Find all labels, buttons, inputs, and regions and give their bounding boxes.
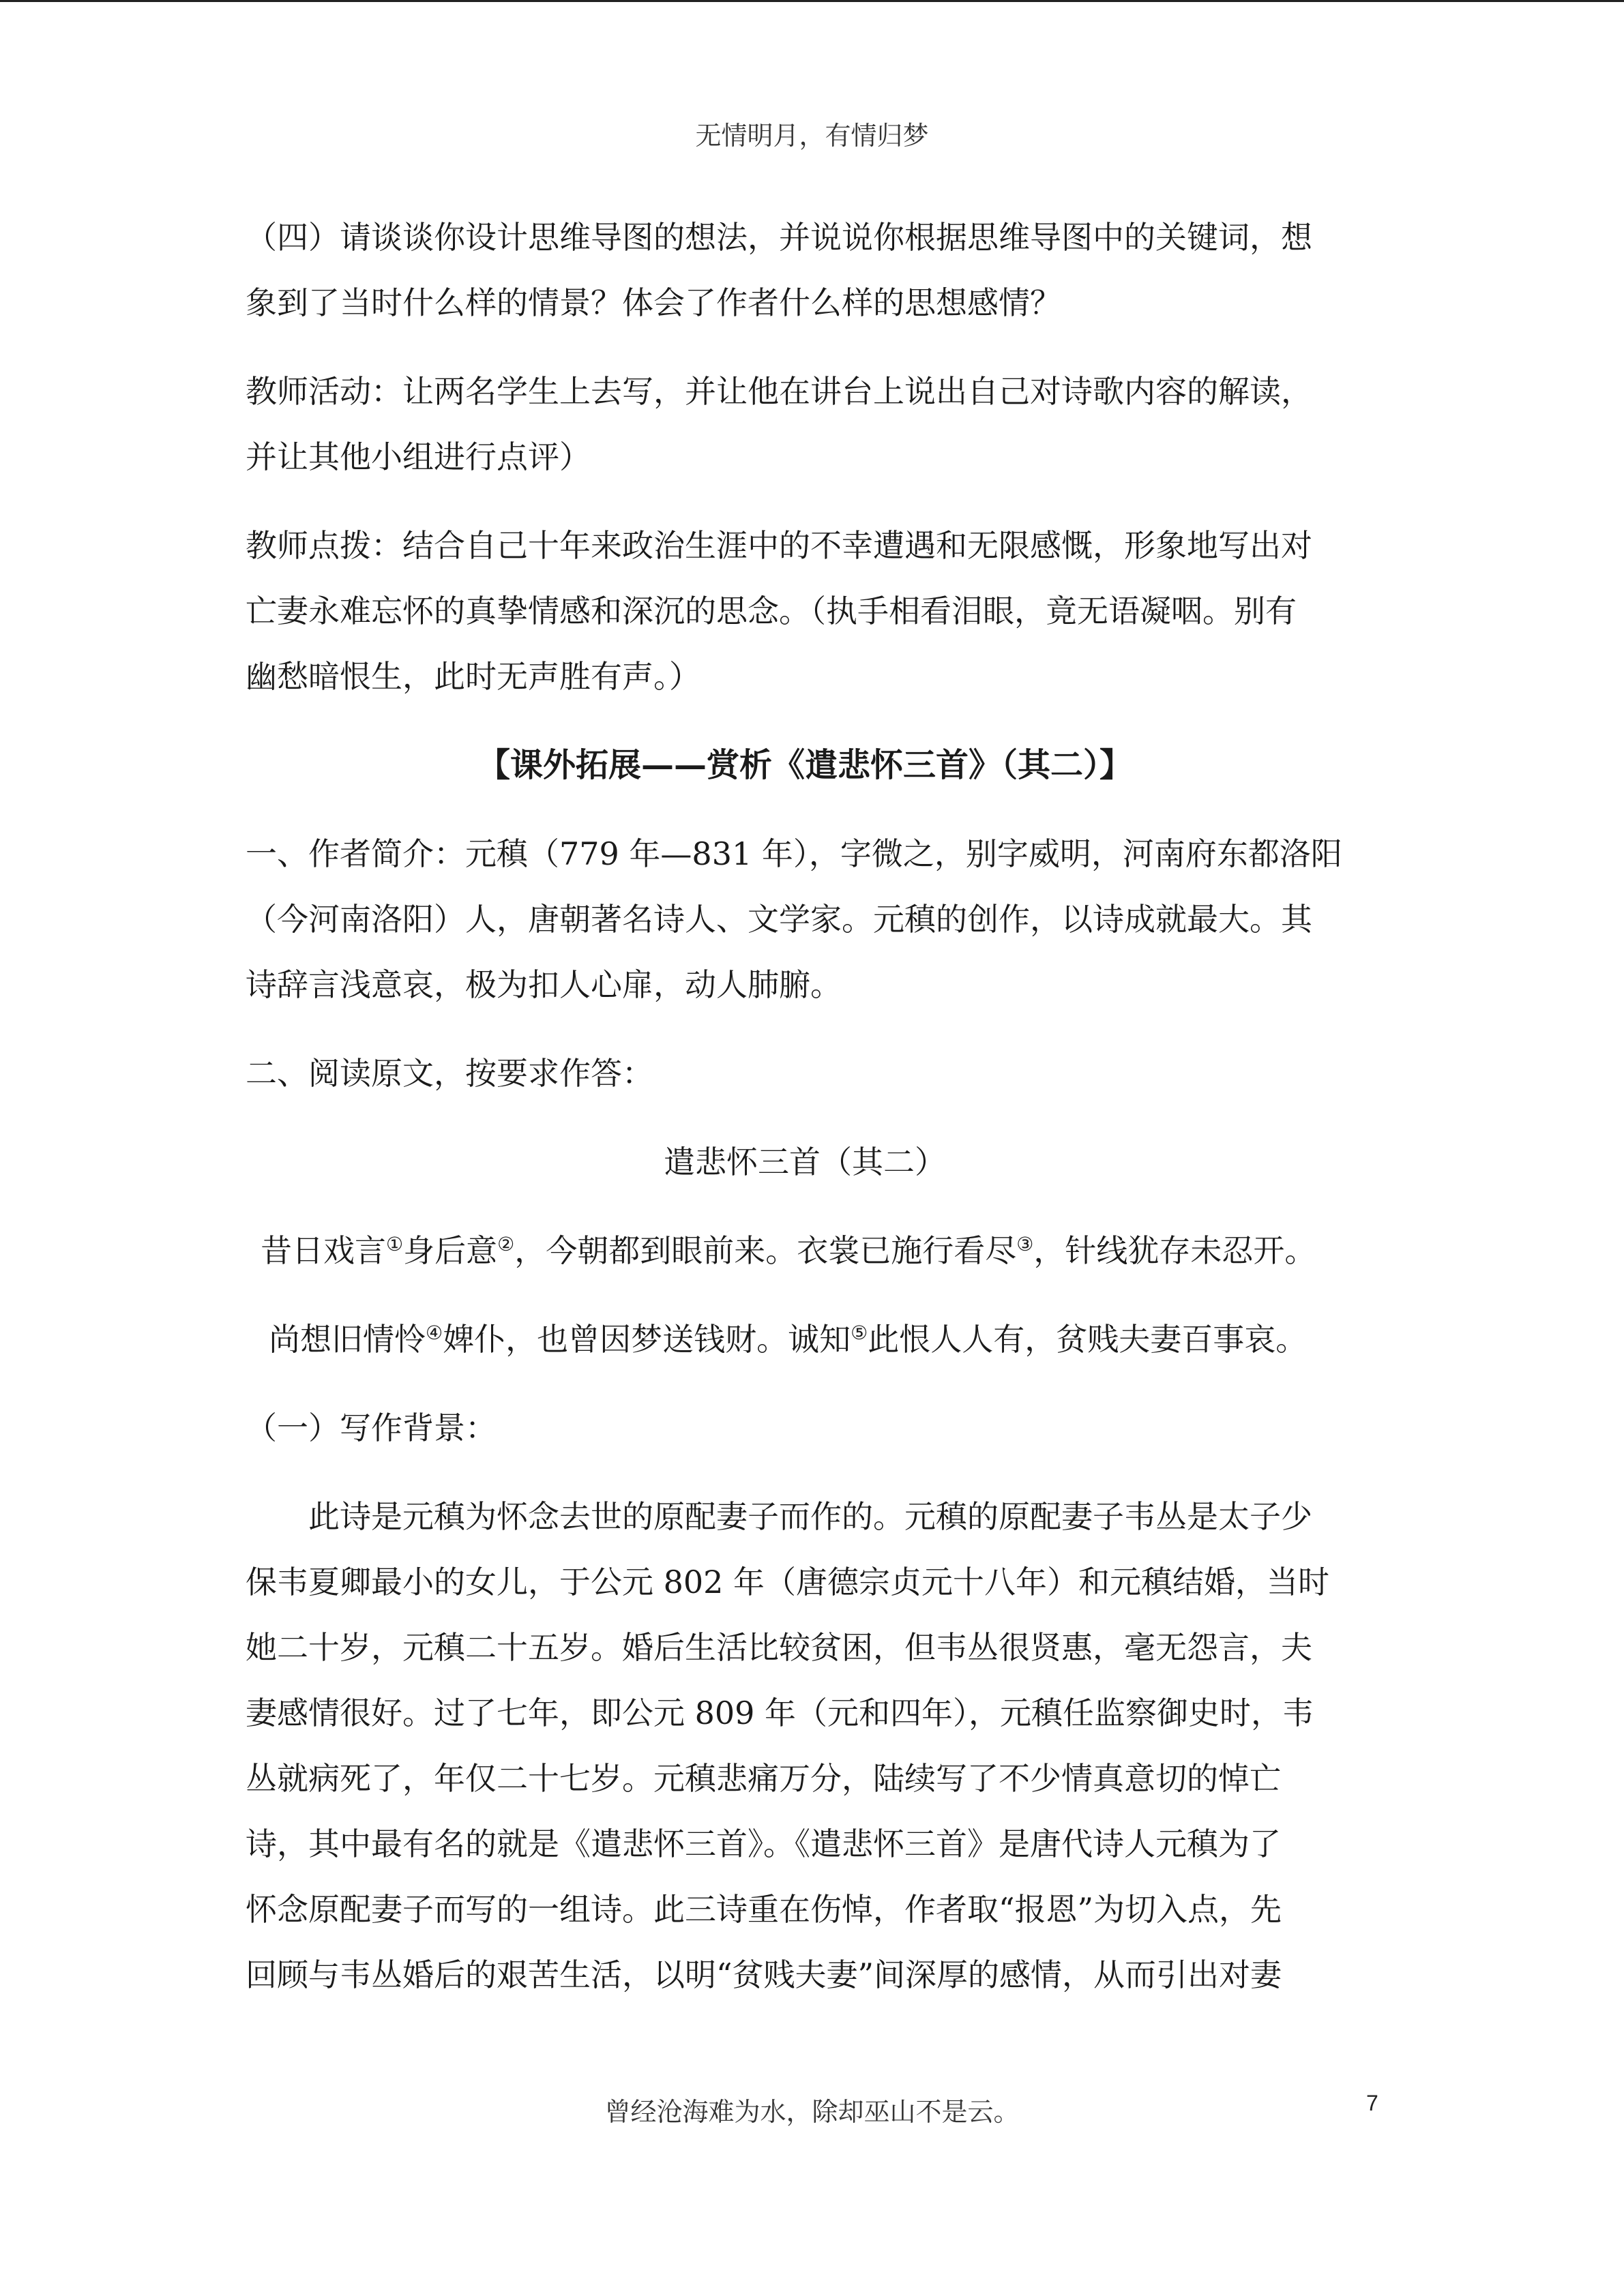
paragraph-line: 怀念原配妻子而写的一组诗。此三诗重在伤悼，作者取“报恩”为切入点，先 — [246, 1891, 1282, 1928]
paragraph-line: 一、作者简介：元稹（779 年—831 年），字微之，别字威明，河南府东都洛阳 — [246, 835, 1342, 872]
teacher-guide-paragraph — [246, 513, 1364, 709]
paragraph-line: 教师点拨：结合自己十年来政治生涯中的不幸遭遇和无限感慨，形象地写出对 — [246, 527, 1312, 564]
paragraph-line: 象到了当时什么样的情景？体会了作者什么样的思想感情？ — [246, 284, 1061, 321]
question-4-paragraph — [246, 205, 1364, 336]
background-heading: （一）写作背景： — [246, 1410, 497, 1446]
paragraph-line: 并让其他小组进行点评） — [246, 438, 591, 475]
paragraph-line: 诗，其中最有名的就是《遣悲怀三首》。《遣悲怀三首》是唐代诗人元稹为了 — [246, 1825, 1281, 1862]
background-paragraph — [246, 1484, 1364, 2008]
footnote-marker: ④ — [426, 1322, 443, 1344]
footnote-marker: ⑤ — [851, 1322, 868, 1344]
page-header: 无情明月，有情归梦 — [695, 121, 929, 151]
footnote-marker: ① — [386, 1233, 404, 1255]
poem-text: 婢仆，也曾因梦送钱财。诚知 — [443, 1321, 851, 1358]
paragraph-line: 诗辞言浅意哀，极为扣人心扉，动人肺腑。 — [246, 966, 842, 1003]
footnote-marker: ② — [497, 1233, 515, 1255]
poem-text: ，今朝都到眼前来。衣裳已施行看尽 — [514, 1232, 1017, 1269]
poem-line-2 — [269, 1307, 1364, 1372]
poem-text: ，针线犹存未忍开。 — [1033, 1232, 1316, 1269]
paragraph-line: 教师活动：让两名学生上去写，并让他在讲台上说出自己对诗歌内容的解读， — [246, 373, 1312, 410]
paragraph-line: 回顾与韦丛婚后的艰苦生活，以明“贫贱夫妻”间深厚的感情，从而引出对妻 — [246, 1956, 1282, 1993]
poem-text: 尚想旧情怜 — [269, 1321, 426, 1358]
author-intro-paragraph — [246, 821, 1364, 1017]
teacher-activity-paragraph — [246, 359, 1364, 490]
page-top-border — [0, 0, 1624, 2]
paragraph-line: 亡妻永难忘怀的真挚情感和深沉的思念。（执手相看泪眼，竟无语凝咽。别有 — [246, 593, 1297, 629]
paragraph-line: 丛就病死了，年仅二十七岁。元稹悲痛万分，陆续写了不少情真意切的悼亡 — [246, 1760, 1281, 1797]
paragraph-line: 此诗是元稹为怀念去世的原配妻子而作的。元稹的原配妻子韦丛是太子少 — [308, 1498, 1312, 1535]
paragraph-line: 妻感情很好。过了七年，即公元 809 年（元和四年），元稹任监察御史时，韦 — [246, 1695, 1314, 1731]
poem-text: 身后意 — [403, 1232, 498, 1269]
poem-title: 遣悲怀三首（其二） — [664, 1144, 946, 1180]
reading-prompt: 二、阅读原文，按要求作答： — [246, 1055, 653, 1092]
paragraph-line: 她二十岁，元稹二十五岁。婚后生活比较贫困，但韦丛很贤惠，毫无怨言，夫 — [246, 1629, 1312, 1666]
page-number: 7 — [1366, 2091, 1378, 2115]
section-title: 【课外拓展——赏析《遣悲怀三首》（其二）】 — [477, 746, 1132, 784]
page-footer: 曾经沧海难为水，除却巫山不是云。 — [604, 2097, 1020, 2127]
document-body — [246, 205, 1364, 2031]
paragraph-line: 保韦夏卿最小的女儿，于公元 802 年（唐德宗贞元十八年）和元稹结婚，当时 — [246, 1564, 1330, 1600]
paragraph-line: （四）请谈谈你设计思维导图的想法，并说说你根据思维导图中的关键词，想 — [246, 219, 1312, 256]
poem-line-1 — [261, 1218, 1364, 1283]
poem-text: 此恨人人有，贫贱夫妻百事哀。 — [868, 1321, 1308, 1358]
paragraph-line: 幽愁暗恨生，此时无声胜有声。） — [246, 658, 700, 695]
footnote-marker: ③ — [1016, 1233, 1034, 1255]
poem-text: 昔日戏言 — [261, 1232, 386, 1269]
paragraph-line: （今河南洛阳）人，唐朝著名诗人、文学家。元稹的创作，以诗成就最大。其 — [246, 901, 1312, 938]
